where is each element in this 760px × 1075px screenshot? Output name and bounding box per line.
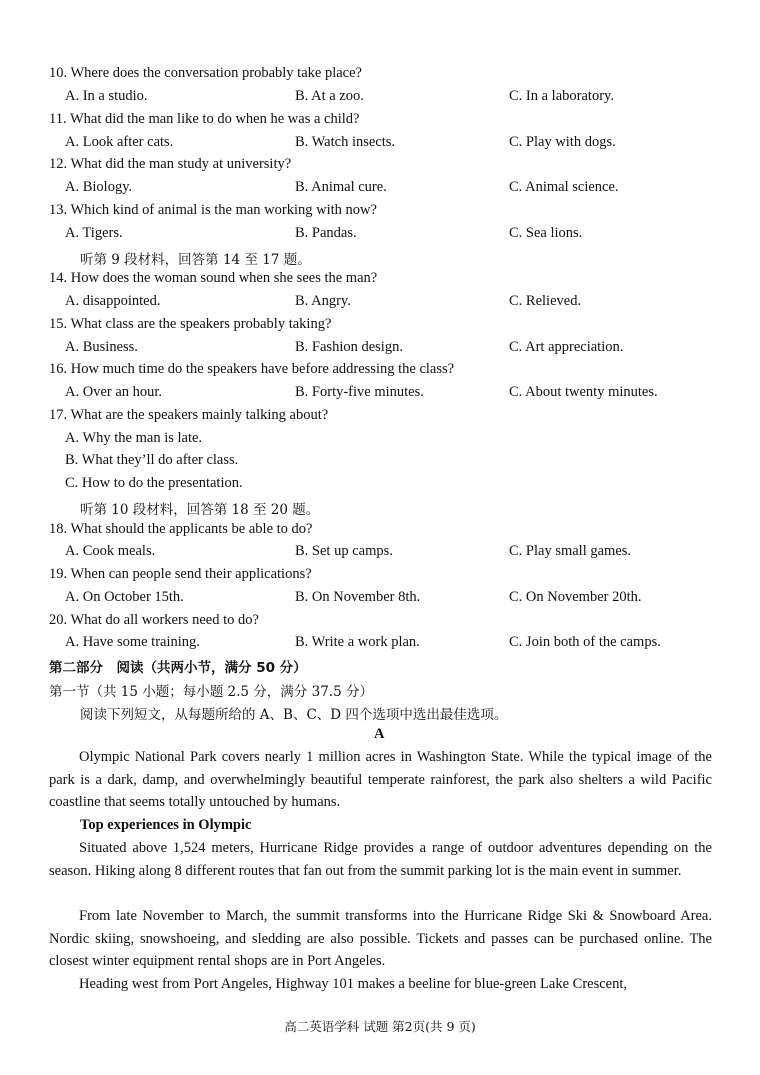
page-footer: 高二英语学科 试题 第2页(共 9 页) [284, 1019, 476, 1034]
option-b: B. At a zoo. [295, 88, 364, 104]
option-a: A. Look after cats. [65, 134, 174, 150]
option-a: A. Tigers. [65, 225, 123, 241]
option-c: C. Join both of the camps. [509, 634, 661, 650]
option-a: A. Why the man is late. [65, 430, 203, 446]
question-18: 18. What should the applicants be able to do? [49, 521, 313, 537]
question-19: 19. When can people send their applications? [49, 566, 312, 582]
passage-paragraph-1: Olympic National Park covers nearly 1 million acres in Washington State. While the typical image of the park is a dark, damp, and overwhelmingly beautiful temperate rainforest, the park also shelters a wild Pacific coastline that seems totally untouched by humans. [49, 749, 712, 811]
passage-paragraph-2: Situated above 1,524 meters, Hurricane Ridge provides a range of outdoor adventures depending on the season. Hiking along 8 different routes that fan out from the summit parking lot is the main event in summer. [49, 840, 712, 879]
option-a: A. Biology. [65, 179, 133, 195]
instruction-segment-9: 听第 9 段材料，回答第 14 至 17 题。 [80, 252, 311, 268]
passage-paragraph-4: Heading west from Port Angeles, Highway 101 makes a beeline for blue-green Lake Crescent, [79, 976, 628, 992]
option-c: C. Play small games. [509, 543, 632, 559]
question-13: 13. Which kind of animal is the man working with now? [49, 202, 377, 218]
option-c: C. Relieved. [509, 293, 582, 309]
question-11: 11. What did the man like to do when he was a child? [49, 111, 360, 127]
option-a: A. On October 15th. [65, 589, 184, 605]
option-a: A. Have some training. [65, 634, 200, 650]
option-b: B. Angry. [295, 293, 351, 309]
option-b: B. Fashion design. [295, 339, 403, 355]
option-a: A. Cook meals. [65, 543, 156, 559]
option-c: C. In a laboratory. [509, 88, 614, 104]
option-b: B. Watch insects. [295, 134, 396, 150]
question-16: 16. How much time do the speakers have before addressing the class? [49, 361, 455, 377]
question-10: 10. Where does the conversation probably take place? [49, 65, 362, 81]
option-c: C. About twenty minutes. [509, 384, 658, 400]
option-a: A. Business. [65, 339, 138, 355]
section-one-heading: 第一节（共 15 小题；每小题 2.5 分，满分 37.5 分） [49, 684, 373, 700]
option-b: B. On November 8th. [295, 589, 421, 605]
option-c: C. Sea lions. [509, 225, 583, 241]
option-c: C. On November 20th. [509, 589, 642, 605]
passage-subheading: Top experiences in Olympic [80, 817, 252, 833]
option-a: A. Over an hour. [65, 384, 163, 400]
option-c: C. Play with dogs. [509, 134, 616, 150]
option-b: B. Pandas. [295, 225, 357, 241]
option-b: B. Forty-five minutes. [295, 384, 424, 400]
option-c: C. How to do the presentation. [65, 475, 243, 491]
part-two-heading: 第二部分 阅读（共两小节，满分 50 分） [49, 660, 307, 676]
option-b: B. Set up camps. [295, 543, 393, 559]
question-20: 20. What do all workers need to do? [49, 612, 259, 628]
passage-paragraph-3: From late November to March, the summit transforms into the Hurricane Ridge Ski & Snowboard Area. Nordic skiing, snowshoeing, and sledding are also possible. Tickets and passes can be purchased online. The closest winter equipment rental shops are in Port Angeles. [49, 908, 712, 970]
reading-instruction: 阅读下列短文，从每题所给的 A、B、C、D 四个选项中选出最佳选项。 [80, 707, 508, 723]
option-c: C. Animal science. [509, 179, 619, 195]
option-b: B. What they’ll do after class. [65, 452, 239, 468]
question-15: 15. What class are the speakers probably taking? [49, 316, 332, 332]
instruction-segment-10: 听第 10 段材料，回答第 18 至 20 题。 [80, 502, 320, 518]
question-14: 14. How does the woman sound when she sees the man? [49, 270, 378, 286]
option-c: C. Art appreciation. [509, 339, 624, 355]
option-a: A. In a studio. [65, 88, 148, 104]
passage-label: A [374, 726, 385, 742]
option-b: B. Write a work plan. [295, 634, 420, 650]
question-17: 17. What are the speakers mainly talking about? [49, 407, 329, 423]
question-12: 12. What did the man study at university? [49, 156, 292, 172]
option-a: A. disappointed. [65, 293, 161, 309]
option-b: B. Animal cure. [295, 179, 387, 195]
